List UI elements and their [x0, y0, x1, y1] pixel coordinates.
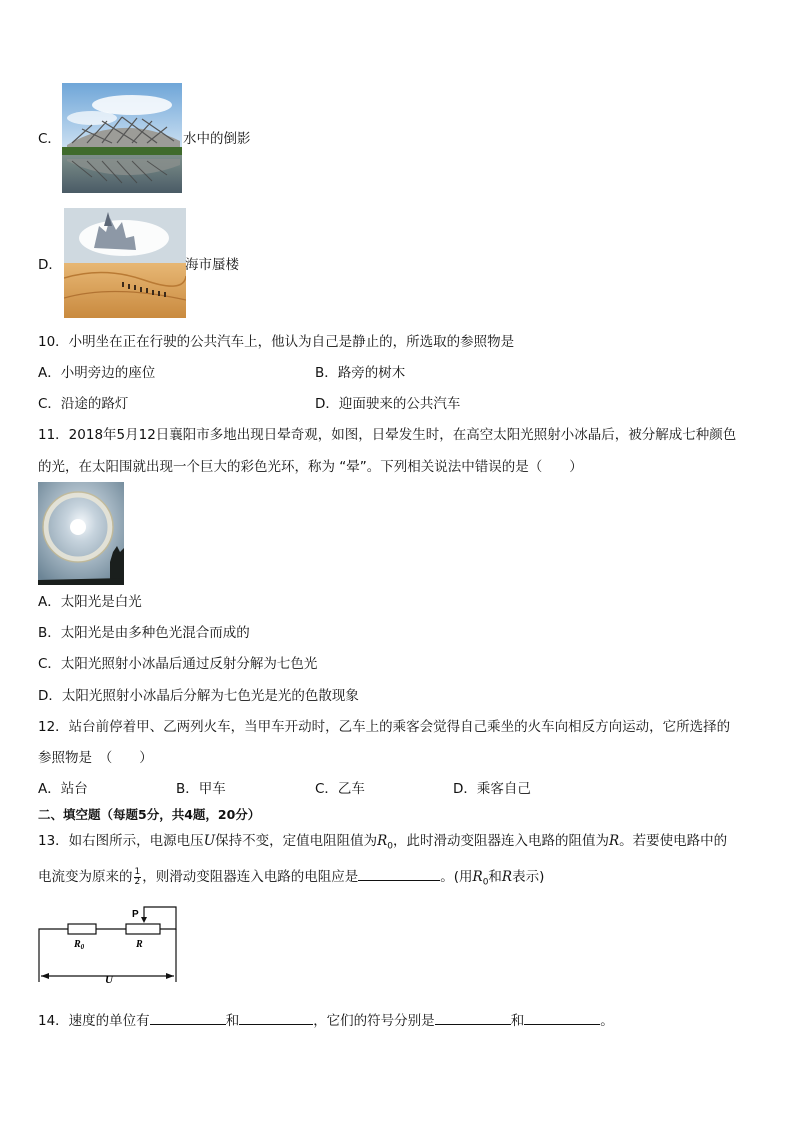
- q12-option-a: A．站台: [38, 781, 88, 797]
- answer-blank[interactable]: [358, 866, 440, 881]
- q13-text: 。若要使电路中的: [619, 833, 728, 849]
- q14-text: 和: [225, 1013, 240, 1029]
- q10-stem: 10．小明坐在正在行驶的公共汽车上，他认为自己是静止的，所选取的参照物是: [38, 334, 515, 350]
- q13-text: 保持不变，定值电阻阻值为: [215, 833, 378, 849]
- q14-text: 。: [600, 1013, 614, 1029]
- fraction-one-half: [134, 868, 142, 887]
- u-label: U: [105, 974, 113, 986]
- variable-r: R: [501, 869, 513, 885]
- q12-stem-line2: 参照物是 （ ）: [38, 750, 153, 766]
- variable-r: R: [608, 833, 620, 849]
- q12-stem-line1: 12．站台前停着甲、乙两列火车，当甲车开动时，乙车上的乘客会觉得自己乘坐的火车向相反方向运动，它所选择的: [38, 719, 731, 735]
- q12-option-b: B．甲车: [176, 781, 226, 797]
- fixed-resistor-r0: [68, 924, 96, 934]
- variable-r0: R: [472, 869, 483, 885]
- q11-stem-line1: 11．2018年5月12日襄阳市多地出现日晕奇观，如图，日晕发生时，在高空太阳光照射小冰晶后，被分解成七种颜色: [38, 427, 737, 443]
- q13-text: 13．如右图所示，电源电压: [38, 833, 204, 849]
- sun-halo-image: [38, 482, 124, 585]
- fraction-denominator: 2: [134, 876, 141, 887]
- answer-blank-1[interactable]: [150, 1010, 226, 1025]
- answer-blank-3[interactable]: [435, 1010, 511, 1025]
- r-label: R: [136, 939, 143, 950]
- q14-text: ，它们的符号分别是: [313, 1013, 435, 1029]
- desert-mirage-image: [64, 208, 186, 318]
- q11-stem-line2: 的光，在太阳围就出现一个巨大的彩色光环，称为 “晕”。下列相关说法中错误的是（ ）: [38, 459, 583, 475]
- q12-option-c: C．乙车: [315, 781, 365, 797]
- q13-text: 和: [488, 869, 502, 885]
- option-c-text: 水中的倒影: [183, 131, 251, 147]
- q11-option-c: C．太阳光照射小冰晶后通过反射分解为七色光: [38, 656, 318, 672]
- q13-stem-line1: [38, 832, 727, 856]
- q11-option-d: D．太阳光照射小冰晶后分解为七色光是光的色散现象: [38, 688, 359, 704]
- fraction-numerator: 1: [134, 866, 141, 877]
- q10-option-c: C．沿途的路灯: [38, 396, 129, 412]
- arrow-right-icon: [166, 973, 174, 979]
- q10-option-b: B．路旁的树木: [315, 365, 406, 381]
- q14-text: 和: [510, 1013, 525, 1029]
- q12-option-d: D．乘客自己: [453, 781, 531, 797]
- arrow-left-icon: [41, 973, 49, 979]
- option-c-letter: C．: [38, 131, 61, 147]
- variable-u: U: [203, 833, 216, 849]
- q14-text: 14．速度的单位有: [38, 1013, 150, 1029]
- r0-label: $R_0$: [74, 939, 85, 951]
- q13-text: 。(用: [440, 869, 473, 885]
- option-d-letter: D．: [38, 257, 62, 273]
- subscript-zero: 0: [482, 877, 489, 888]
- q13-stem-line2: [38, 866, 544, 892]
- q14-stem: [38, 1010, 614, 1030]
- q13-text: ，此时滑动变阻器连入电路的阻值为: [392, 833, 609, 849]
- q13-text: 电流变为原来的: [38, 869, 133, 885]
- slider-label-p: P: [132, 909, 139, 920]
- subscript-zero: 0: [387, 841, 393, 852]
- answer-blank-4[interactable]: [524, 1010, 600, 1025]
- birds-nest-reflection-image: [62, 83, 182, 193]
- variable-resistor-r: [126, 924, 160, 934]
- answer-blank-2[interactable]: [239, 1010, 313, 1025]
- q10-option-a: A．小明旁边的座位: [38, 365, 156, 381]
- q11-option-a: A．太阳光是白光: [38, 594, 142, 610]
- variable-r0: R: [377, 833, 388, 849]
- q13-text: 表示): [512, 869, 545, 885]
- q10-option-d: D．迎面驶来的公共汽车: [315, 396, 461, 412]
- option-d-text: 海市蜃楼: [185, 257, 239, 273]
- circuit-diagram: [36, 904, 182, 986]
- q11-option-b: B．太阳光是由多种色光混合而成的: [38, 625, 250, 641]
- q13-text: ，则滑动变阻器连入电路的电阻应是: [142, 869, 359, 885]
- slider-arrow-icon: [141, 917, 147, 923]
- section-heading-fill-in: 二、填空题（每题5分，共4题，20分）: [38, 807, 261, 822]
